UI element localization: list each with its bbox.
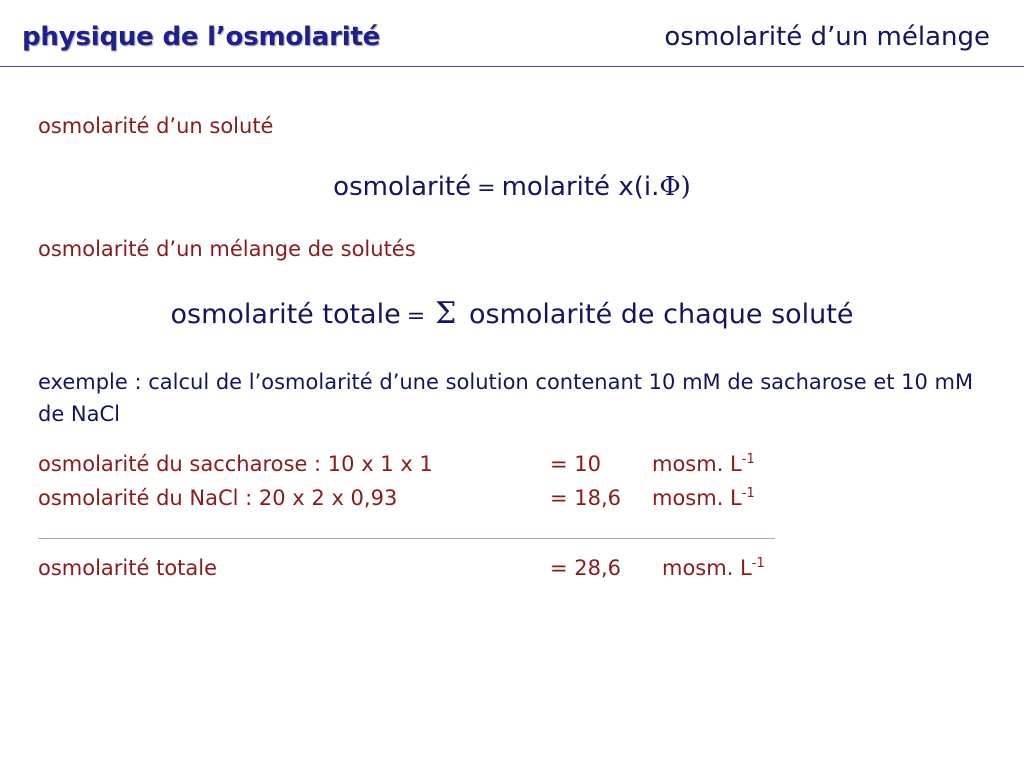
formula2-equals: = bbox=[406, 304, 426, 329]
slide-subtitle: osmolarité d’un mélange bbox=[664, 22, 990, 52]
calc-label: osmolarité du saccharose : 10 x 1 x 1 bbox=[38, 452, 433, 476]
calc-row-total bbox=[38, 556, 798, 588]
formula-equals: = bbox=[477, 176, 496, 201]
formula2-rhs: osmolarité de chaque soluté bbox=[468, 299, 854, 330]
section-title-mixture: osmolarité d’un mélange de solutés bbox=[38, 237, 416, 261]
calc-value: = 18,6 bbox=[550, 486, 622, 510]
formula-lhs: osmolarité bbox=[333, 172, 472, 202]
calc-unit bbox=[652, 452, 755, 476]
formula-close-paren: ) bbox=[680, 172, 691, 202]
calc-row-saccharose bbox=[38, 452, 798, 484]
unit-text: mosm. L bbox=[652, 452, 742, 476]
calc-row-nacl bbox=[38, 486, 798, 518]
formula-rhs: molarité x(i. bbox=[501, 172, 660, 202]
total-osmolarity-formula bbox=[0, 296, 1024, 331]
phi-symbol: Φ bbox=[659, 172, 681, 202]
unit-exponent: -1 bbox=[741, 452, 755, 467]
header-divider bbox=[0, 66, 1024, 67]
calc-unit bbox=[652, 486, 755, 510]
osmolarity-formula bbox=[0, 172, 1024, 202]
sigma-symbol: Σ bbox=[435, 296, 457, 331]
slide-title: physique de l’osmolarité bbox=[22, 22, 381, 52]
sum-divider bbox=[38, 538, 775, 539]
unit-text: mosm. L bbox=[662, 556, 752, 580]
calc-unit bbox=[662, 556, 765, 580]
calc-label: osmolarité totale bbox=[38, 556, 218, 580]
unit-text: mosm. L bbox=[652, 486, 742, 510]
unit-exponent: -1 bbox=[741, 486, 755, 501]
calc-value: = 28,6 bbox=[550, 556, 622, 580]
calc-value: = 10 bbox=[550, 452, 601, 476]
example-text: exemple : calcul de l’osmolarité d’une solution contenant 10 mM de sacharose et 10 mM de NaCl bbox=[38, 370, 974, 426]
formula2-lhs: osmolarité totale bbox=[170, 299, 401, 330]
calc-label: osmolarité du NaCl : 20 x 2 x 0,93 bbox=[38, 486, 398, 510]
section-title-single-solute: osmolarité d’un soluté bbox=[38, 114, 274, 138]
unit-exponent: -1 bbox=[751, 556, 765, 571]
